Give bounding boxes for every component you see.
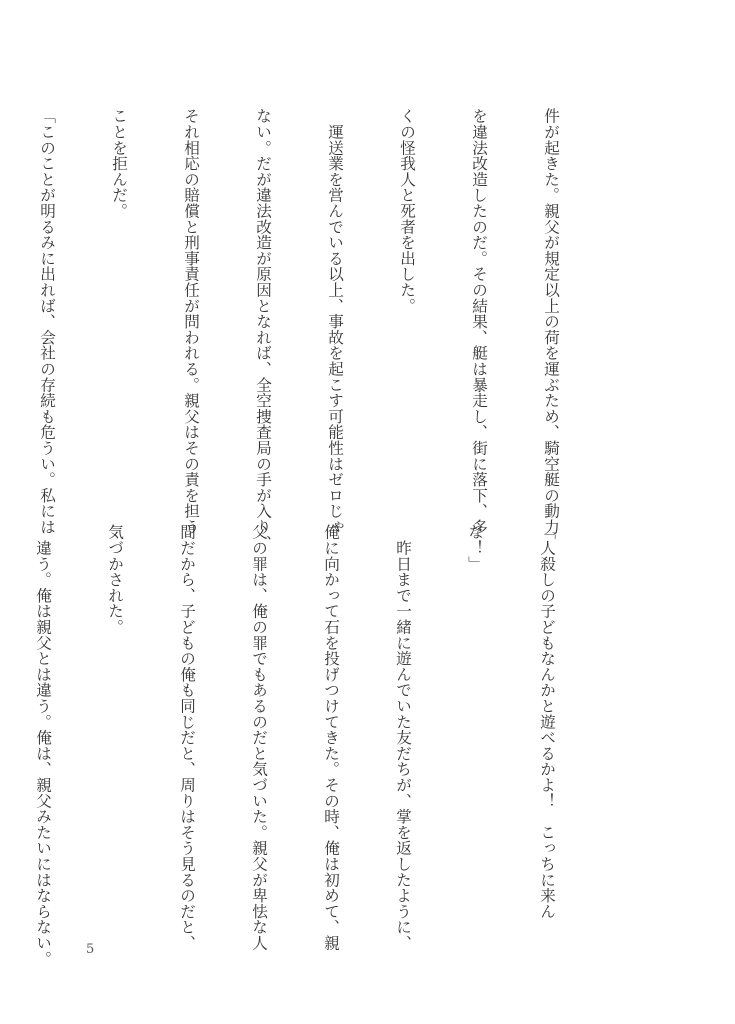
page-number: 5 [86, 942, 95, 957]
text-line: 「このことが明るみに出れば、会社の存続も危うい。私には [38, 108, 56, 535]
text-line: ことを拒んだ。 [110, 108, 128, 219]
text-line: 違う。俺は親父とは違う。俺は、親父みたいにはならない。 [34, 524, 52, 967]
text-line: 「人殺しの子どもなんかと遊べるかよ！ こっちに来ん [538, 524, 556, 919]
text-line: な！」 [466, 524, 484, 572]
text-line: 父の罪は、俺の罪でもあるのだと気づいた。親父が卑怯な人 [250, 524, 268, 951]
text-line: 昨日まで一緒に遊んでいた友だちが、掌を返したように、 [394, 524, 412, 951]
text-line: ない。だが違法改造が原因となれば、全空捜査局の手が入り、 [254, 108, 272, 551]
text-line: 俺に向かって石を投げつけてきた。その時、俺は初めて、親 [322, 524, 340, 951]
text-line: を違法改造したのだ。その結果、艇は暴走し、街に落下、多 [470, 108, 488, 535]
lower-text-block [34, 524, 607, 967]
text-line: それ相応の賠償と刑事責任が問われる。親父はその責を担う [182, 108, 200, 535]
text-line: 運送業を営んでいる以上、事故を起こす可能性はゼロじゃ [326, 108, 344, 535]
text-line: くの怪我人と死者を出した。 [398, 108, 416, 314]
upper-text-block [38, 108, 611, 551]
text-line: 件が起きた。親父が規定以上の荷を運ぶため、騎空艇の動力 [542, 108, 560, 535]
text-line: 気づかされた。 [106, 524, 124, 635]
text-line: 間だから、子どもの俺も同じだと、周りはそう見るのだと、 [178, 524, 196, 951]
